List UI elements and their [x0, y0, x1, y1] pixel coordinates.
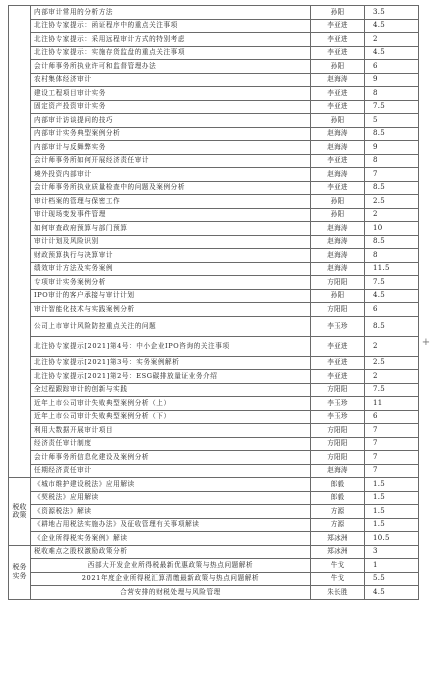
course-title-cell: 公司上市审计风险防控重点关注的问题 [31, 316, 311, 336]
hours-cell: 6 [365, 410, 419, 424]
course-title-cell: 审计档案的管理与保密工作 [31, 195, 311, 209]
presenter-cell: 赵海涛 [311, 235, 365, 249]
table-row [9, 235, 419, 249]
table-row [9, 478, 419, 492]
hours-cell: 9 [365, 141, 419, 155]
page-edge-plus-icon: + [421, 337, 431, 348]
table-row [9, 451, 419, 465]
table-row [9, 505, 419, 519]
table-row [9, 289, 419, 303]
hours-cell: 11 [365, 397, 419, 411]
presenter-cell: 郑冰洲 [311, 532, 365, 546]
course-title-cell: 北注协专家提示：实施存货监盘的重点关注事项 [31, 46, 311, 60]
course-title-cell: 内部审计访谈提问的技巧 [31, 114, 311, 128]
presenter-cell: 李亚进 [311, 356, 365, 370]
table-row [9, 491, 419, 505]
course-title-cell: 北注协专家提示：采用远程审计方式的特别考虑 [31, 33, 311, 47]
category-cell [9, 6, 31, 478]
presenter-cell: 李玉珍 [311, 410, 365, 424]
course-title-cell: 如何审查政府预算与部门预算 [31, 222, 311, 236]
presenter-cell: 牛戈 [311, 559, 365, 573]
course-title-cell: 农村集体经济审计 [31, 73, 311, 87]
hours-cell: 2 [365, 208, 419, 222]
hours-cell: 7 [365, 464, 419, 478]
presenter-cell: 郎毅 [311, 478, 365, 492]
hours-cell: 2 [365, 370, 419, 384]
presenter-cell: 赵海涛 [311, 464, 365, 478]
table-row [9, 6, 419, 20]
presenter-cell: 方源 [311, 505, 365, 519]
table-row [9, 532, 419, 546]
course-title-cell: 会计师事务所执业许可和监督管理办法 [31, 60, 311, 74]
presenter-cell: 赵海涛 [311, 222, 365, 236]
hours-cell: 7 [365, 168, 419, 182]
table-row [9, 141, 419, 155]
presenter-cell: 方阳阳 [311, 451, 365, 465]
hours-cell: 1.5 [365, 478, 419, 492]
table-row [9, 356, 419, 370]
table-row [9, 303, 419, 317]
course-title-cell: 审计计划及风险识别 [31, 235, 311, 249]
hours-cell: 8 [365, 249, 419, 263]
presenter-cell: 李亚进 [311, 336, 365, 356]
table-row [9, 127, 419, 141]
course-title-cell: 北注协专家提示[2021]第2号：ESG碳排放量证业务介绍 [31, 370, 311, 384]
hours-cell: 8 [365, 87, 419, 101]
hours-cell: 2.5 [365, 356, 419, 370]
table-row [9, 249, 419, 263]
course-title-cell: 境外投资内部审计 [31, 168, 311, 182]
course-title-cell: 全过程跟踪审计的创新与实践 [31, 383, 311, 397]
table-row [9, 154, 419, 168]
course-title-cell: 会计师事务所执业质量检查中的问题及案例分析 [31, 181, 311, 195]
presenter-cell: 李玉珍 [311, 397, 365, 411]
hours-cell: 7 [365, 424, 419, 438]
table-row [9, 19, 419, 33]
course-title-cell: 北注协专家提示：函证程序中的重点关注事项 [31, 19, 311, 33]
hours-cell: 4.5 [365, 46, 419, 60]
course-title-cell: 利用大数据开展审计项目 [31, 424, 311, 438]
table-row [9, 46, 419, 60]
table-row [9, 383, 419, 397]
course-title-cell: IPO审计的客户承接与审计计划 [31, 289, 311, 303]
hours-cell: 5.5 [365, 572, 419, 586]
presenter-cell: 朱长胜 [311, 586, 365, 600]
presenter-cell: 孙阳 [311, 289, 365, 303]
hours-cell: 7.5 [365, 383, 419, 397]
presenter-cell: 李亚进 [311, 100, 365, 114]
course-title-cell: 北注协专家提示[2021]第3号：实务案例解析 [31, 356, 311, 370]
table-row [9, 73, 419, 87]
hours-cell: 7.5 [365, 100, 419, 114]
presenter-cell: 孙阳 [311, 60, 365, 74]
course-title-cell: 《城市维护建设税法》应用解读 [31, 478, 311, 492]
presenter-cell: 孙阳 [311, 6, 365, 20]
course-title-cell: 任期经济责任审计 [31, 464, 311, 478]
table-row [9, 572, 419, 586]
course-title-cell: 《资源税法》解读 [31, 505, 311, 519]
presenter-cell: 赵海涛 [311, 249, 365, 263]
presenter-cell: 李亚进 [311, 370, 365, 384]
course-title-cell: 审计智能化技术与实践案例分析 [31, 303, 311, 317]
course-title-cell: 税收难点之股权激励政策分析 [31, 545, 311, 559]
hours-cell: 3 [365, 545, 419, 559]
course-title-cell: 合营安排的财税处理与风险管理 [31, 586, 311, 600]
presenter-cell: 方阳阳 [311, 437, 365, 451]
presenter-cell: 李亚进 [311, 46, 365, 60]
hours-cell: 8.5 [365, 235, 419, 249]
course-title-cell: 北注协专家提示[2021]第4号：中小企业IPO咨询的关注事项 [31, 336, 311, 356]
table-row [9, 397, 419, 411]
hours-cell: 1.5 [365, 491, 419, 505]
table-row [9, 464, 419, 478]
hours-cell: 4.5 [365, 289, 419, 303]
table-row [9, 262, 419, 276]
course-title-cell: 西部大开发企业所得税最新优惠政策与热点问题解析 [31, 559, 311, 573]
table-row [9, 222, 419, 236]
category-cell: 税务实务 [9, 545, 31, 599]
table-row [9, 316, 419, 336]
hours-cell: 1.5 [365, 505, 419, 519]
hours-cell: 1 [365, 559, 419, 573]
hours-cell: 2 [365, 33, 419, 47]
table-row [9, 586, 419, 600]
course-title-cell: 绩效审计方法及实务案例 [31, 262, 311, 276]
course-title-cell: 2021年度企业所得税汇算清缴最新政策与热点问题解析 [31, 572, 311, 586]
hours-cell: 8.5 [365, 181, 419, 195]
course-title-cell: 《企业所得税实务案例》解读 [31, 532, 311, 546]
table-row [9, 518, 419, 532]
table-row [9, 559, 419, 573]
course-title-cell: 会计师事务所信息化建设及案例分析 [31, 451, 311, 465]
course-title-cell: 建设工程项目审计实务 [31, 87, 311, 101]
presenter-cell: 赵海涛 [311, 262, 365, 276]
table-row [9, 276, 419, 290]
presenter-cell: 郎毅 [311, 491, 365, 505]
presenter-cell: 赵海涛 [311, 141, 365, 155]
table-row [9, 33, 419, 47]
presenter-cell: 方阳阳 [311, 303, 365, 317]
presenter-cell: 牛戈 [311, 572, 365, 586]
course-title-cell: 审计现场变发事件管理 [31, 208, 311, 222]
course-title-cell: 专项审计实务案例分析 [31, 276, 311, 290]
course-table-sheet [8, 5, 418, 600]
table-row [9, 100, 419, 114]
course-title-cell: 内部审计与反舞弊实务 [31, 141, 311, 155]
course-title-cell: 《耕地占用税法实施办法》及征收管理有关事项解读 [31, 518, 311, 532]
hours-cell: 2.5 [365, 195, 419, 209]
hours-cell: 7.5 [365, 276, 419, 290]
presenter-cell: 李亚进 [311, 33, 365, 47]
category-cell: 税收政策 [9, 478, 31, 546]
table-row [9, 87, 419, 101]
hours-cell: 10.5 [365, 532, 419, 546]
presenter-cell: 方阳阳 [311, 383, 365, 397]
table-row [9, 60, 419, 74]
presenter-cell: 方阳阳 [311, 276, 365, 290]
course-title-cell: 近年上市公司审计失败典型案例分析（下） [31, 410, 311, 424]
table-row [9, 545, 419, 559]
course-title-cell: 经济责任审计制度 [31, 437, 311, 451]
presenter-cell: 李亚进 [311, 87, 365, 101]
presenter-cell: 孙阳 [311, 195, 365, 209]
course-title-cell: 固定资产投资审计实务 [31, 100, 311, 114]
table-row [9, 181, 419, 195]
table-row [9, 424, 419, 438]
hours-cell: 11.5 [365, 262, 419, 276]
hours-cell: 10 [365, 222, 419, 236]
presenter-cell: 郑冰洲 [311, 545, 365, 559]
presenter-cell: 方源 [311, 518, 365, 532]
course-title-cell: 会计师事务所如何开展经济责任审计 [31, 154, 311, 168]
course-title-cell: 《契税法》应用解读 [31, 491, 311, 505]
table-row [9, 114, 419, 128]
course-title-cell: 财政预算执行与决算审计 [31, 249, 311, 263]
table-row [9, 336, 419, 356]
presenter-cell: 赵海涛 [311, 73, 365, 87]
hours-cell: 6 [365, 303, 419, 317]
presenter-cell: 李亚进 [311, 181, 365, 195]
hours-cell: 6 [365, 60, 419, 74]
table-row [9, 168, 419, 182]
hours-cell: 4.5 [365, 586, 419, 600]
presenter-cell: 李亚进 [311, 19, 365, 33]
course-title-cell: 内部审计实务典型案例分析 [31, 127, 311, 141]
course-title-cell: 内部审计常用的分析方法 [31, 6, 311, 20]
hours-cell: 3.5 [365, 6, 419, 20]
table-row [9, 410, 419, 424]
course-table [8, 5, 419, 600]
presenter-cell: 赵海涛 [311, 168, 365, 182]
table-row [9, 370, 419, 384]
hours-cell: 1.5 [365, 518, 419, 532]
hours-cell: 7 [365, 437, 419, 451]
presenter-cell: 李亚进 [311, 154, 365, 168]
presenter-cell: 方阳阳 [311, 424, 365, 438]
hours-cell: 5 [365, 114, 419, 128]
hours-cell: 8 [365, 154, 419, 168]
hours-cell: 7 [365, 451, 419, 465]
table-row [9, 208, 419, 222]
presenter-cell: 赵海涛 [311, 127, 365, 141]
course-table-body [9, 6, 419, 600]
hours-cell: 8.5 [365, 316, 419, 336]
table-row [9, 195, 419, 209]
presenter-cell: 孙阳 [311, 114, 365, 128]
hours-cell: 9 [365, 73, 419, 87]
hours-cell: 2 [365, 336, 419, 356]
course-title-cell: 近年上市公司审计失败典型案例分析（上） [31, 397, 311, 411]
table-row [9, 437, 419, 451]
hours-cell: 4.5 [365, 19, 419, 33]
presenter-cell: 孙阳 [311, 208, 365, 222]
presenter-cell: 李玉珍 [311, 316, 365, 336]
hours-cell: 8.5 [365, 127, 419, 141]
